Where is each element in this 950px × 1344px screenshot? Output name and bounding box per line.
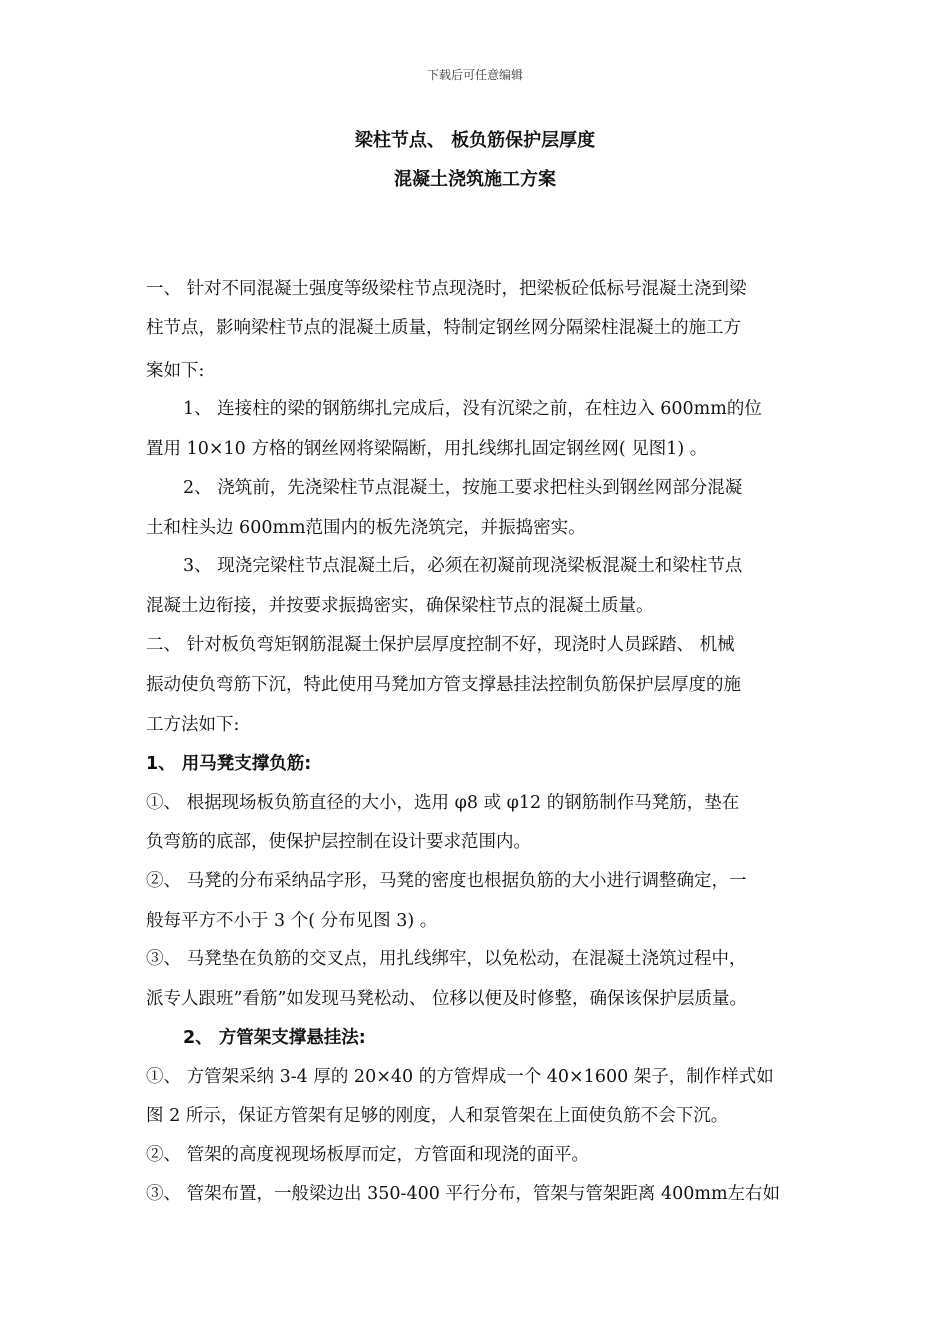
- paragraph-line: 图 2 所示，保证方管架有足够的刚度，人和泵管架在上面使负筋不会下沉。: [146, 1106, 729, 1126]
- circled-item-1-line: ①、 根据现场板负筋直径的大小，选用 φ8 或 φ12 的钢筋制作马凳筋，垫在: [146, 793, 740, 813]
- subheading-1: 1、 用马凳支撑负筋:: [146, 754, 312, 774]
- paragraph-line: 负弯筋的底部，使保护层控制在设计要求范围内。: [146, 832, 531, 852]
- circled-item-2-line: ②、 马凳的分布采纳品字形，马凳的密度也根据负筋的大小进行调整确定，一: [146, 871, 747, 891]
- paragraph-line: 般每平方不小于 3 个( 分布见图 3) 。: [146, 911, 438, 931]
- section-1-heading-line: 一、 针对不同混凝土强度等级梁柱节点现浇时，把梁板砼低标号混凝土浇到梁: [146, 279, 747, 299]
- section-2-heading-line: 二、 针对板负弯矩钢筋混凝土保护层厚度控制不好，现浇时人员踩踏、 机械: [146, 635, 735, 655]
- paragraph-line: 案如下:: [146, 361, 205, 381]
- paragraph-line: 工方法如下:: [146, 715, 240, 735]
- item-2-line: 2、 浇筑前，先浇梁柱节点混凝土，按施工要求把柱头到钢丝网部分混凝: [183, 478, 743, 498]
- circled-item-2-line: ②、 管架的高度视现场板厚而定，方管面和现浇的面平。: [146, 1145, 590, 1165]
- circled-item-3-line: ③、 马凳垫在负筋的交叉点，用扎线绑牢，以免松动，在混凝土浇筑过程中，: [146, 949, 747, 969]
- item-3-line: 3、 现浇完梁柱节点混凝土后，必须在初凝前现浇梁板混凝土和梁柱节点: [183, 556, 743, 576]
- circled-item-1-line: ①、 方管架采纳 3-4 厚的 20×40 的方管焊成一个 40×1600 架子，制作样式如: [146, 1067, 774, 1087]
- paragraph-line: 土和柱头边 600mm范围内的板先浇筑完，并振捣密实。: [146, 518, 586, 538]
- circled-item-3-line: ③、 管架布置，一般梁边出 350-400 平行分布，管架与管架距离 400mm左右如: [146, 1184, 781, 1204]
- paragraph-line: 混凝土边衔接，并按要求振捣密实，确保梁柱节点的混凝土质量。: [146, 596, 654, 616]
- paragraph-line: 柱节点，影响梁柱节点的混凝土质量，特制定钢丝网分隔梁柱混凝土的施工方: [146, 318, 741, 338]
- item-1-line: 1、 连接柱的梁的钢筋绑扎完成后，没有沉梁之前，在柱边入 600mm的位: [183, 399, 762, 419]
- page-header: 下载后可任意编辑: [426, 68, 523, 82]
- paragraph-line: 置用 10×10 方格的钢丝网将梁隔断，用扎线绑扎固定钢丝网( 见图1) 。: [146, 439, 708, 459]
- paragraph-line: 派专人跟班”看筋”如发现马凳松动、 位移以便及时修整，确保该保护层质量。: [146, 989, 747, 1009]
- subheading-2: 2、 方管架支撑悬挂法:: [183, 1028, 366, 1048]
- title-line-2: 混凝土浇筑施工方案: [394, 169, 556, 190]
- title-line-1: 梁柱节点、 板负筋保护层厚度: [354, 130, 596, 151]
- paragraph-line: 振动使负弯筋下沉，特此使用马凳加方管支撑悬挂法控制负筋保护层厚度的施: [146, 675, 741, 695]
